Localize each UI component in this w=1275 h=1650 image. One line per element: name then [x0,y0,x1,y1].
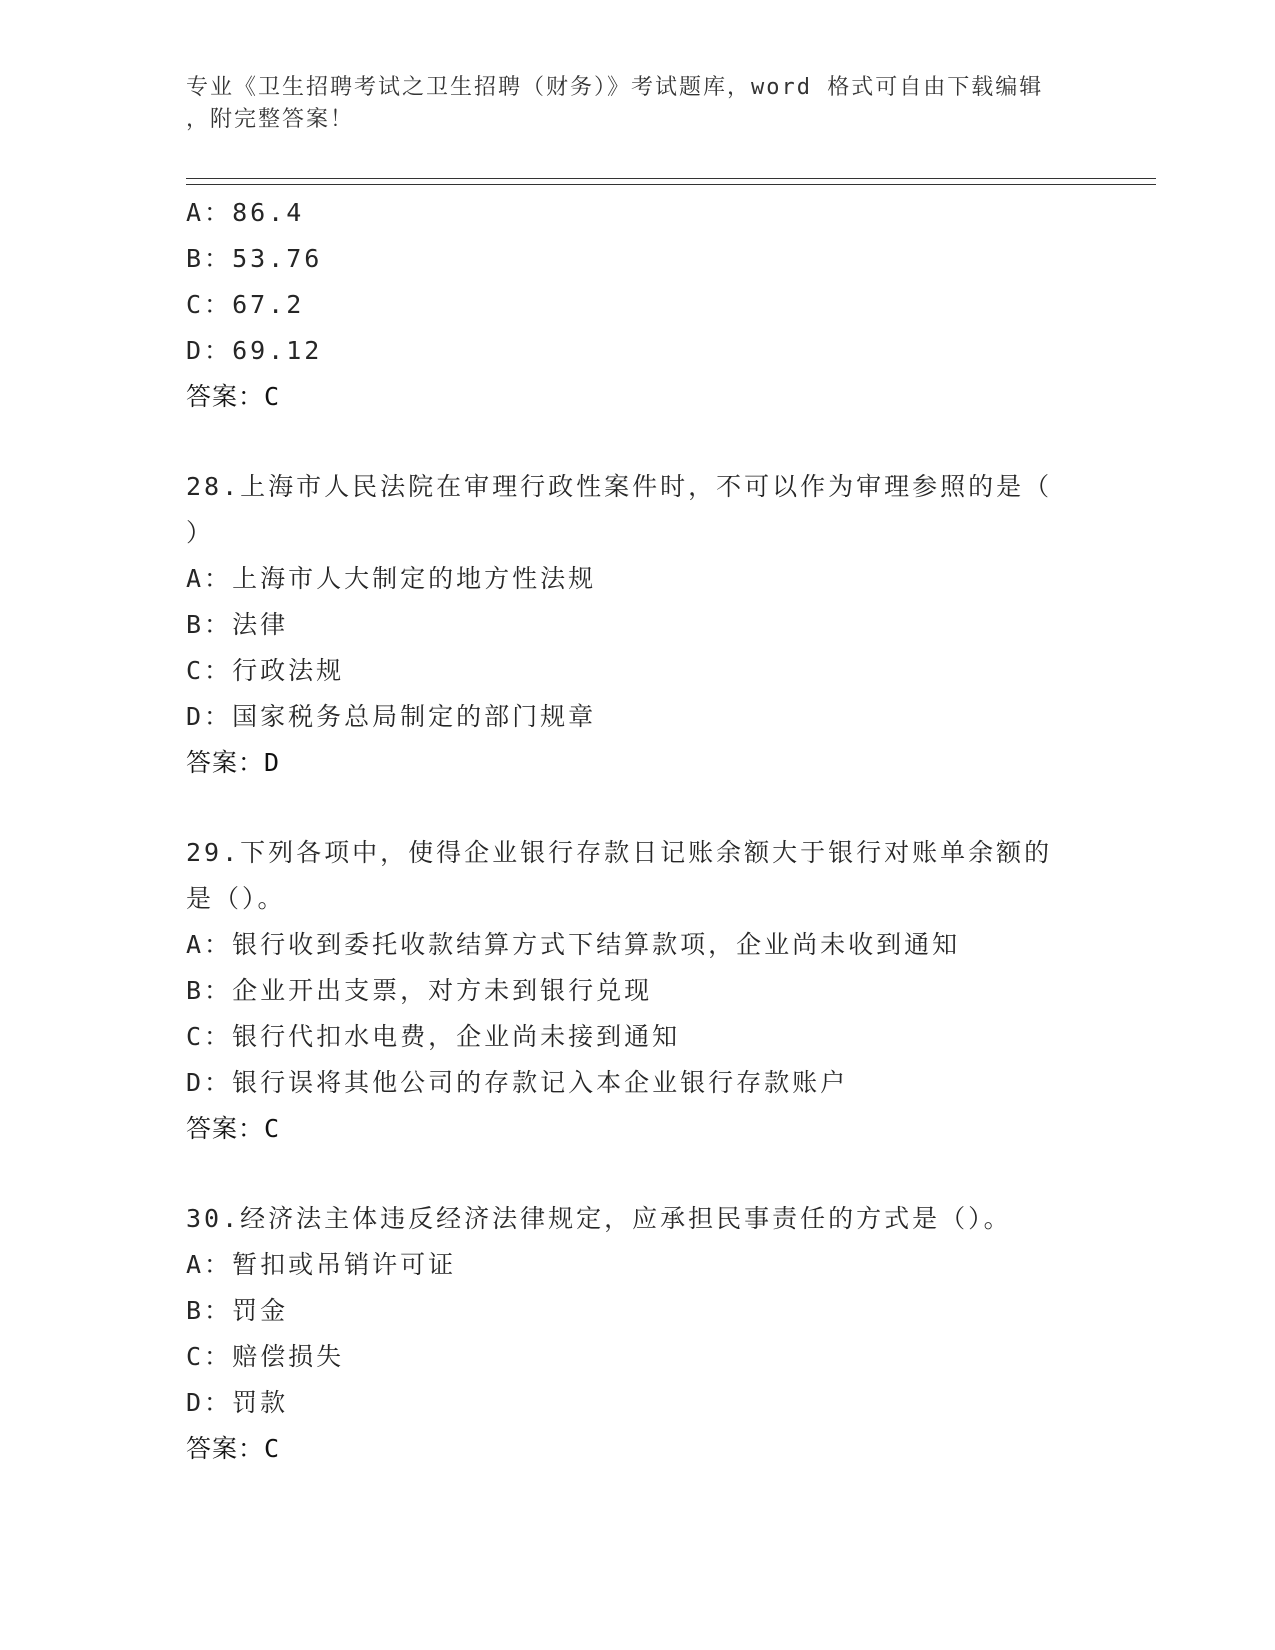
option-b: B：法律 [186,610,289,639]
header-line-2: ，附完整答案！ [186,107,355,132]
answer-line: 答案：C [186,1434,281,1463]
question-stem: 29.下列各项中，使得企业银行存款日记账余额大于银行对账单余额的 [186,838,1053,867]
option-a: A：86.4 [186,198,305,227]
option-c: C：银行代扣水电费，企业尚未接到通知 [186,1022,681,1051]
option-a: A：上海市人大制定的地方性法规 [186,564,597,593]
option-d: D：国家税务总局制定的部门规章 [186,702,597,731]
answer-line: 答案：C [186,1114,281,1143]
option-c: C：67.2 [186,290,305,319]
option-a: A：银行收到委托收款结算方式下结算款项，企业尚未收到通知 [186,930,961,959]
option-c: C：行政法规 [186,656,345,685]
question-stem: 30.经济法主体违反经济法律规定，应承担民事责任的方式是（）。 [186,1204,1012,1233]
option-b: B：企业开出支票，对方未到银行兑现 [186,976,653,1005]
header-line-1: 专业《卫生招聘考试之卫生招聘（财务）》考试题库，word 格式可自由下载编辑 [186,75,1044,100]
question-stem-continued: 是（）。 [186,884,286,913]
question-list [186,190,1086,1472]
option-a: A：暂扣或吊销许可证 [186,1250,457,1279]
option-c: C：赔偿损失 [186,1342,345,1371]
option-b: B：罚金 [186,1296,289,1325]
answer-line: 答案：C [186,382,281,411]
answer-line: 答案：D [186,748,281,777]
question-stem-continued: ） [186,518,215,547]
option-d: D：69.12 [186,336,323,365]
question-29 [186,830,1086,1152]
question-27 [186,190,1086,420]
header-divider-bottom [186,184,1156,185]
option-b: B：53.76 [186,244,323,273]
option-d: D：银行误将其他公司的存款记入本企业银行存款账户 [186,1068,849,1097]
question-stem: 28.上海市人民法院在审理行政性案件时，不可以作为审理参照的是（ [186,472,1053,501]
option-d: D：罚款 [186,1388,289,1417]
question-30 [186,1196,1086,1472]
document-header [186,72,1066,136]
question-28 [186,464,1086,786]
header-divider-top [186,178,1156,179]
